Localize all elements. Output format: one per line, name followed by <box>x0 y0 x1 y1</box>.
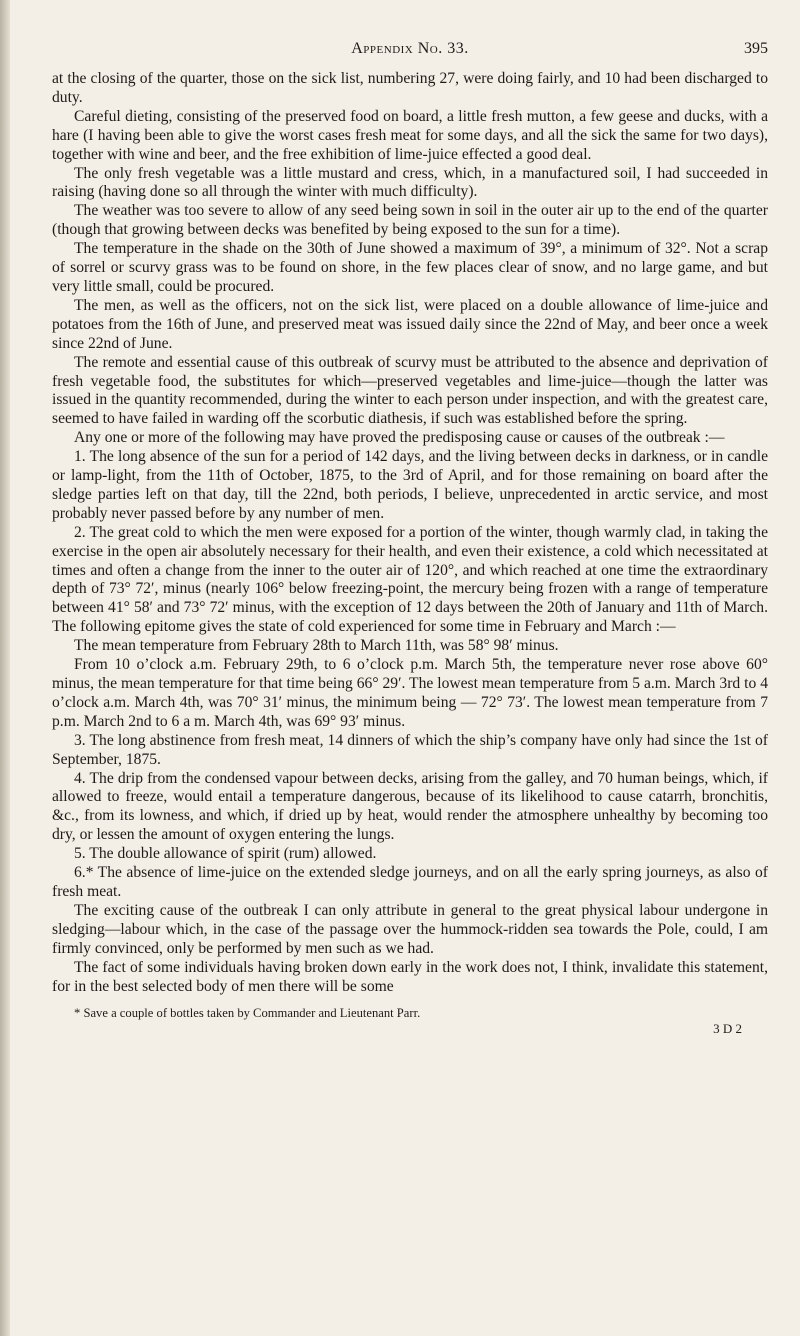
paragraph: The only fresh vegetable was a little mustard and cress, which, in a manufactured soil, I had succeeded in raising (having done so all through the winter with much difficulty). <box>52 164 768 201</box>
paragraph: 4. The drip from the condensed vapour between decks, arising from the galley, and 70 human beings, which, if allowed to freeze, would entail a temperature dangerous, because of its likelihood to cause catarrh, bronchitis, &c., from its lowness, and which, if dried up by heat, would render the atmosphere unhealthy by becoming too dry, or lessen the amount of oxygen entering the lungs. <box>52 769 768 844</box>
paragraph: 5. The double allowance of spirit (rum) allowed. <box>74 845 377 863</box>
running-head-title: Appendix No. 33. <box>351 40 469 57</box>
paragraph: 3. The long abstinence from fresh meat, 14 dinners of which the ship’s company have only had since the 1st of September, 1875. <box>52 731 768 768</box>
paragraph: The temperature in the shade on the 30th of June showed a maximum of 39°, a minimum of 32°. Not a scrap of sorrel or scurvy grass was to be found on shore, in the few places clear of snow, and no large game, and but very little small, could be procured. <box>52 240 768 295</box>
paragraph: 2. The great cold to which the men were exposed for a portion of the winter, though warmly clad, in taking the exercise in the open air absolutely necessary for their health, and even their existence, a cold which necessitated at times and often a change from the inner to the outer air of 120°, and which reached at one time the extraordinary depth of 73° 72′, minus (nearly 106° below freezing-point, the mercury being frozen with a range of temperature between 41° 58′ and 73° 72′ minus, with the exception of 12 days between the 20th of January and 11th of March. The following epitome gives the state of cold experienced for some time in February and March :— <box>52 523 768 636</box>
paragraph: The fact of some individuals having broken down early in the work does not, I think, invalidate this statement, for in the best selected body of men there will be some <box>52 958 768 995</box>
paragraph: From 10 o’clock a.m. February 29th, to 6 o’clock p.m. March 5th, the temperature never rose above 60° minus, the mean temperature for that time being 66° 29′. The lowest mean temperature from 5 a.m. March 3rd to 4 o’clock a.m. March 4th, was 70° 31′ minus, the minimum being — 72° 73′. The lowest mean temperature from 7 p.m. March 2nd to 6 a m. March 4th, was 69° 93′ minus. <box>52 656 768 730</box>
footnote: * Save a couple of bottles taken by Commander and Lieutenant Parr. <box>74 1006 421 1021</box>
paragraph: The weather was too severe to allow of any seed being sown in soil in the outer air up to the end of the quarter (though that growing between decks was benefited by being exposed to the sun for a time). <box>52 202 768 239</box>
page-number: 395 <box>744 40 768 57</box>
paragraph: Careful dieting, consisting of the preserved food on board, a little fresh mutton, a few geese and ducks, with a hare (I having been able to give the worst cases fresh meat for some days, and all the sick the same for two days), together with wine and beer, and the free exhibition of lime-juice effected a good deal. <box>52 107 768 163</box>
paragraph: 1. The long absence of the sun for a period of 142 days, and the living between decks in darkness, or in candle or lamp-light, from the 11th of October, 1875, to the 3rd of April, and for those remaining on board after the sledge parties left on that day, till the 22nd, both periods, I believe, unprecedented in arctic service, and most probably never passed before by any number of men. <box>52 448 768 522</box>
paragraph: 6.* The absence of lime-juice on the extended sledge journeys, and on all the early spring journeys, as also of fresh meat. <box>52 864 768 900</box>
paragraph: The exciting cause of the outbreak I can only attribute in general to the great physical labour undergone in sledging—labour which, in the case of the passage over the hummock-ridden sea towards the Pole, could, I am firmly convinced, only be performed by men such as we had. <box>52 901 768 957</box>
running-head <box>52 40 768 62</box>
paragraph: The mean temperature from February 28th to March 11th, was 58° 98′ minus. <box>74 637 559 655</box>
signature-mark: 3 D 2 <box>713 1021 742 1037</box>
paragraph: at the closing of the quarter, those on the sick list, numbering 27, were doing fairly, and 10 had been discharged to duty. <box>52 70 768 106</box>
paragraph: The remote and essential cause of this outbreak of scurvy must be attributed to the absence and deprivation of fresh vegetable food, the substitutes for which—preserved vegetables and lime-juice—though the latter was issued in the quantity recommended, during the winter to each person under inspection, and with the greatest care, seemed to have failed in warding off the scorbutic diathesis, if such was established before the spring. <box>52 353 768 428</box>
paragraph: The men, as well as the officers, not on the sick list, were placed on a double allowance of lime-juice and potatoes from the 16th of June, and preserved meat was issued daily since the 22nd of May, and beer once a week since 22nd of June. <box>52 296 768 352</box>
book-page <box>52 40 768 1036</box>
body-text <box>52 70 768 996</box>
page-edge <box>0 0 10 1336</box>
paragraph: Any one or more of the following may have proved the predisposing cause or causes of the outbreak :— <box>74 429 725 447</box>
